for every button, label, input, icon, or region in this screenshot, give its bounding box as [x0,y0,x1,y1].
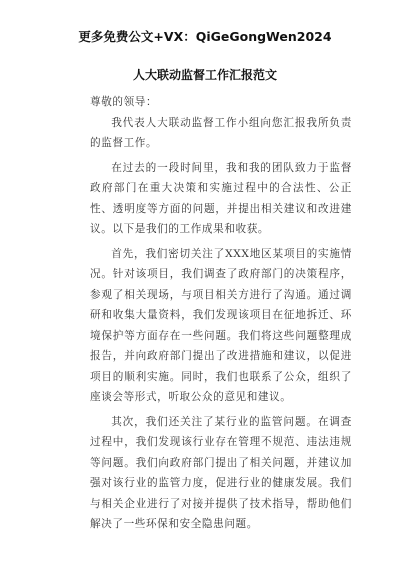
paragraph-overview: 在过去的一段时间里，我和我的团队致力于监督政府部门在重大决策和实施过程中的合法性、公正性、透明度等方面的问题，并提出相关建议和改进建议。以下是我们的工作成果和收获。 [90,161,352,235]
paragraph-second-point: 其次，我们还关注了某行业的监管问题。在调查过程中，我们发现该行业存在管理不规范、违法违规等问题。我们向政府部门提出了相关问题，并建议加强对该行业的监管力度，促进行业的健康发展。我们与相关企业进行了对接并提供了技术指导，帮助他们解决了一些环保和安全隐患问题。 [90,415,352,530]
promo-banner: 更多免费公文+VX：QiGeGongWen2024 [78,29,332,44]
paragraph-first-point: 首先，我们密切关注了XXX地区某项目的实施情况。针对该项目，我们调查了政府部门的决策程序，参观了相关现场，与项目相关方进行了沟通。通过调研和收集大量资料，我们发现该项目在征地拆迁、环境保护等方面存在一些问题。我们将这些问题整理成报告，并向政府部门提出了改进措施和建议，以促进项目的顺利实施。同时，我们也联系了公众，组织了座谈会等形式，听取公众的意见和建议。 [90,247,352,403]
paragraph-intro: 我代表人大联动监督工作小组向您汇报我所负责的监督工作。 [90,116,352,149]
document-title: 人大联动监督工作汇报范文 [132,68,277,82]
document-body [90,92,352,535]
salutation: 尊敬的领导： [90,96,158,108]
